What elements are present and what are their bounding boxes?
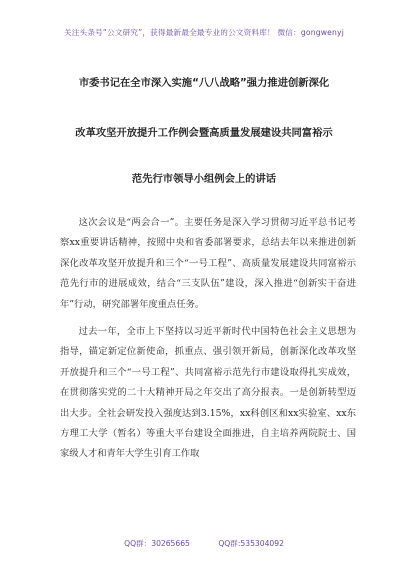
footer-qq-group-2: QQ群:535304092 — [218, 539, 284, 548]
footer-contact — [0, 538, 408, 549]
footer-qq-group-1: QQ群：30265665 — [124, 539, 190, 548]
header-notice: 关注头条号“公文研究”，获得最新最全最专业的公文资料库！ 微信：gongwenyj — [63, 28, 345, 37]
document-title-line-2: 改革攻坚开放提升工作例会暨高质量发展建设共同富裕示 — [75, 127, 333, 139]
document-title-line-3: 范先行市领导小组例会上的讲话 — [131, 173, 277, 185]
body-paragraph-2: 过去一年，全市上下坚持以习近平新时代中国特色社会主义思想为指导，锚定新定位新使命，抓重点、强引领开新局，创新深化改革攻坚开放提升和三个“一号工程”、共同富裕示范先行市建设取得扎实成效，在贯彻落实党的二十大精神开局之年交出了高分报表。一是创新转型迈出大步。全社会研发投入强度达到3.15%，xx科创区和xx实验室、xx东方理工大学（暂名）等重大平台建设全面推进，自主培养两院院士、国家级人才和青年大学生引育工作取 — [60, 326, 356, 460]
document-body — [60, 213, 356, 472]
document-title-line-1: 市委书记在全市深入实施“八八战略”强力推进创新深化 — [78, 77, 330, 89]
body-paragraph-1: 这次会议是“两会合一”。主要任务是深入学习贯彻习近平总书记考察xx重要讲话精神，按照中央和省委部署要求，总结去年以来推进创新深化改革攻坚开放提升和三个“一号工程”、高质量发展建设共同富裕示范先行市的进展成效，结合“三支队伍”建设，深入推进“创新实干奋进年”行动，研究部署年度重点任务。 — [60, 217, 356, 310]
